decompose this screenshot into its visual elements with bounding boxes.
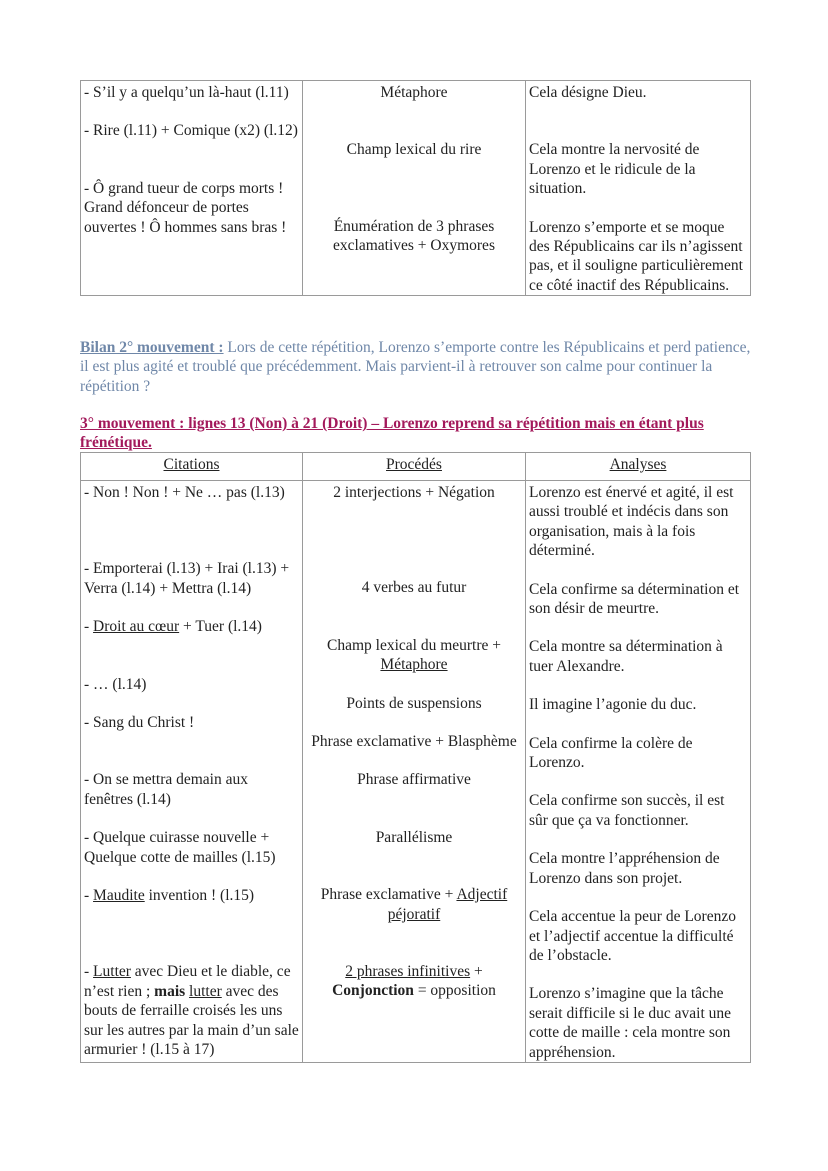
table-header-row — [81, 453, 751, 481]
table-row — [81, 481, 751, 1063]
analyse-text: Cela confirme la colère de Lorenzo. — [529, 734, 693, 772]
analyse-text: Cela montre sa détermination à tuer Alexandre. — [529, 638, 723, 675]
procede-text: Phrase exclamative + Adjectif péjoratif — [320, 886, 508, 923]
bilan-text: Lors de cette répétition, Lorenzo s’emporte contre les Républicains et perd patience, il est plus agité et troublé que précédemment. Mais parvient-il à retrouver son calme pour continuer la répétition ? — [80, 339, 751, 395]
procede-cell — [303, 81, 526, 296]
procede-cell — [303, 481, 526, 1063]
citation-text: - Quelque cuirasse nouvelle + Quelque cotte de mailles (l.15) — [84, 829, 276, 866]
citation-text: - … (l.14) — [84, 675, 147, 693]
table-row — [81, 81, 751, 296]
citation-text: - Non ! Non ! + Ne … pas (l.13) — [84, 484, 285, 501]
citation-text: - Rire (l.11) + Comique (x2) (l.12) — [84, 122, 298, 140]
citation-text: - Emporterai (l.13) + Irai (l.13) + Verra (l.14) + Mettra (l.14) — [84, 560, 290, 597]
citation-cell — [81, 81, 303, 296]
table-mouvement-3 — [80, 452, 751, 1063]
citation-cell — [81, 481, 303, 1063]
bilan-paragraph — [80, 338, 752, 396]
procede-text: Énumération de 3 phrases exclamatives + Oxymores — [333, 217, 495, 255]
analyse-text: Cela montre l’appréhension de Lorenzo dans son projet. — [529, 850, 720, 887]
procede-text: 2 interjections + Négation — [333, 484, 495, 501]
analyse-text: Cela montre la nervosité de Lorenzo et le ridicule de la situation. — [529, 141, 700, 198]
citation-text: - Lutter avec Dieu et le diable, ce n’est rien ; mais lutter avec des bouts de ferraille croisés les uns sur les autres par la main d’un sale armurier ! (l.15 à 17) — [84, 963, 299, 1059]
analyse-text: Cela accentue la peur de Lorenzo et l’adjectif accentue la difficulté de l’obstacle. — [529, 908, 736, 964]
column-header-procedes: Procédés — [303, 453, 526, 481]
procede-text: Phrase affirmative — [357, 771, 471, 789]
analyse-text: Lorenzo s’imagine que la tâche serait difficile si le duc avait une cotte de maille : cela montre son appréhension. — [529, 985, 731, 1061]
analyse-text: Lorenzo est énervé et agité, il est aussi troublé et indécis dans son organisation, mais à la fois déterminé. — [529, 484, 734, 560]
procede-text: Phrase exclamative + Blasphème — [311, 733, 517, 751]
citation-text: - Ô grand tueur de corps morts ! Grand défonceur de portes ouvertes ! Ô hommes sans bras ! — [84, 179, 287, 236]
column-header-analyses: Analyses — [526, 453, 751, 481]
analyse-cell — [526, 81, 751, 296]
procede-text: Parallélisme — [375, 828, 453, 846]
citation-text: - On se mettra demain aux fenêtres (l.14) — [84, 771, 248, 808]
analyse-text: Lorenzo s’emporte et se moque des Républicains car ils n’agissent pas, et il souligne particulièrement ce côté inactif des Républicains. — [529, 218, 743, 294]
table-mouvement-2 — [80, 80, 751, 296]
procede-text: Métaphore — [380, 84, 448, 101]
bilan-label: Bilan 2° mouvement : — [80, 339, 224, 356]
citation-text: - Maudite invention ! (l.15) — [84, 887, 255, 905]
procede-text: Champ lexical du meurtre + Métaphore — [326, 636, 502, 674]
procede-text: 2 phrases infinitives + Conjonction = opposition — [332, 963, 496, 1000]
procede-text: Champ lexical du rire — [346, 141, 482, 159]
procede-text: 4 verbes au futur — [361, 579, 467, 597]
column-header-citations: Citations — [81, 453, 303, 481]
analyse-text: Cela confirme son succès, il est sûr que ça va fonctionner. — [529, 792, 725, 829]
citation-text: - Sang du Christ ! — [84, 714, 195, 732]
analyse-text: Cela confirme sa détermination et son désir de meurtre. — [529, 580, 740, 618]
section-heading-mouvement-3: 3° mouvement : lignes 13 (Non) à 21 (Droit) – Lorenzo reprend sa répétition mais en étant plus frénétique. — [80, 415, 704, 452]
citation-text: - Droit au cœur + Tuer (l.14) — [84, 618, 262, 636]
analyse-cell — [526, 481, 751, 1063]
citation-text: - S’il y a quelqu’un là-haut (l.11) — [84, 84, 289, 101]
analyse-text: Il imagine l’agonie du duc. — [529, 696, 697, 714]
procede-text: Points de suspensions — [346, 694, 482, 712]
analyse-text: Cela désigne Dieu. — [529, 84, 647, 101]
